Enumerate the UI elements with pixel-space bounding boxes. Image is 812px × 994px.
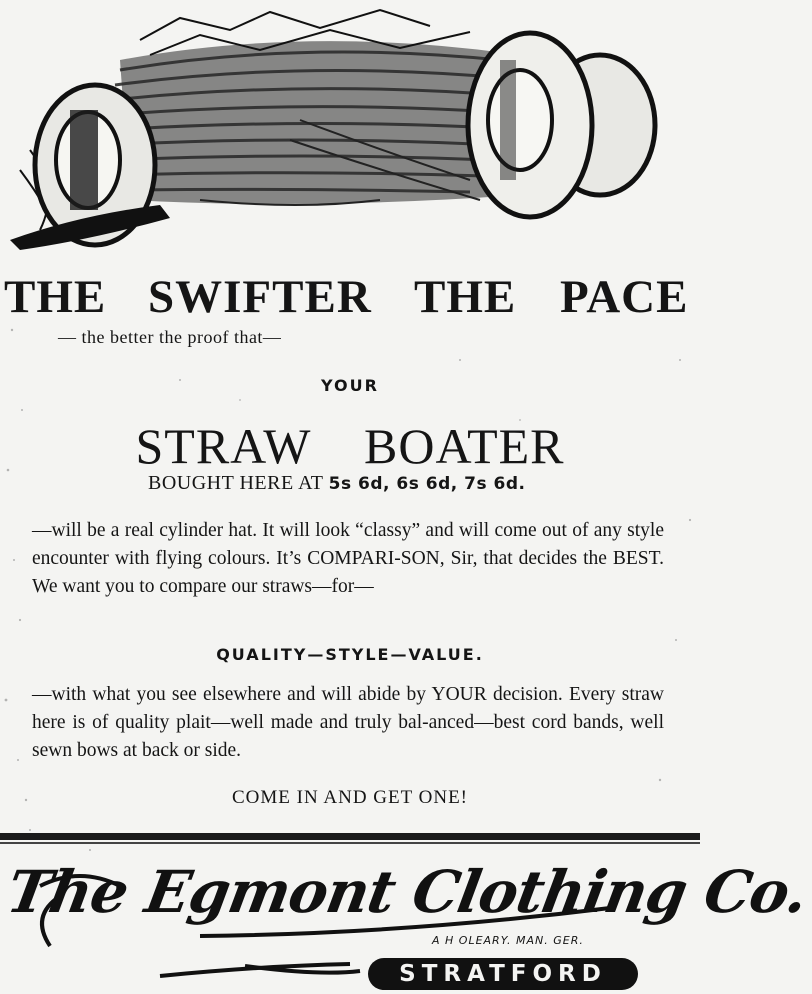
- company-name: The Egmont Clothing Co.: [2, 858, 812, 926]
- headline-word: THE: [414, 271, 517, 323]
- your-label: YOUR: [321, 376, 379, 395]
- paragraph-1: —will be a real cylinder hat. It will look “classy” and will come out of any style encounter with flying colours. It’s COMPARI-SON, Sir, that decides the BEST. We want you to compare our straws—for—: [32, 520, 664, 597]
- divider-thin: [0, 842, 700, 844]
- town: STRATFORD: [399, 961, 607, 987]
- racing-boaters-illustration: [0, 0, 700, 262]
- prices: 5s 6d, 6s 6d, 7s 6d.: [328, 474, 526, 494]
- headline-word: PACE: [560, 271, 689, 323]
- headline-word: THE: [4, 271, 107, 323]
- headline-word: SWIFTER: [148, 271, 372, 323]
- divider: [0, 833, 700, 840]
- paragraph-2: —with what you see elsewhere and will abide by YOUR decision. Every straw here is of quality plait—well made and truly bal-anced—best cord bands, well sewn bows at back or side.: [32, 684, 664, 761]
- call-to-action: COME IN AND GET ONE!: [231, 787, 469, 808]
- subheadline: — the better the proof that—: [58, 327, 282, 347]
- product-title: STRAW BOATER: [135, 418, 565, 474]
- manager: A H OLEARY. MAN. GER.: [432, 934, 584, 947]
- bought-text: BOUGHT HERE AT: [148, 472, 324, 494]
- price-line: [148, 472, 525, 495]
- tagline: QUALITY—STYLE—VALUE.: [216, 645, 484, 664]
